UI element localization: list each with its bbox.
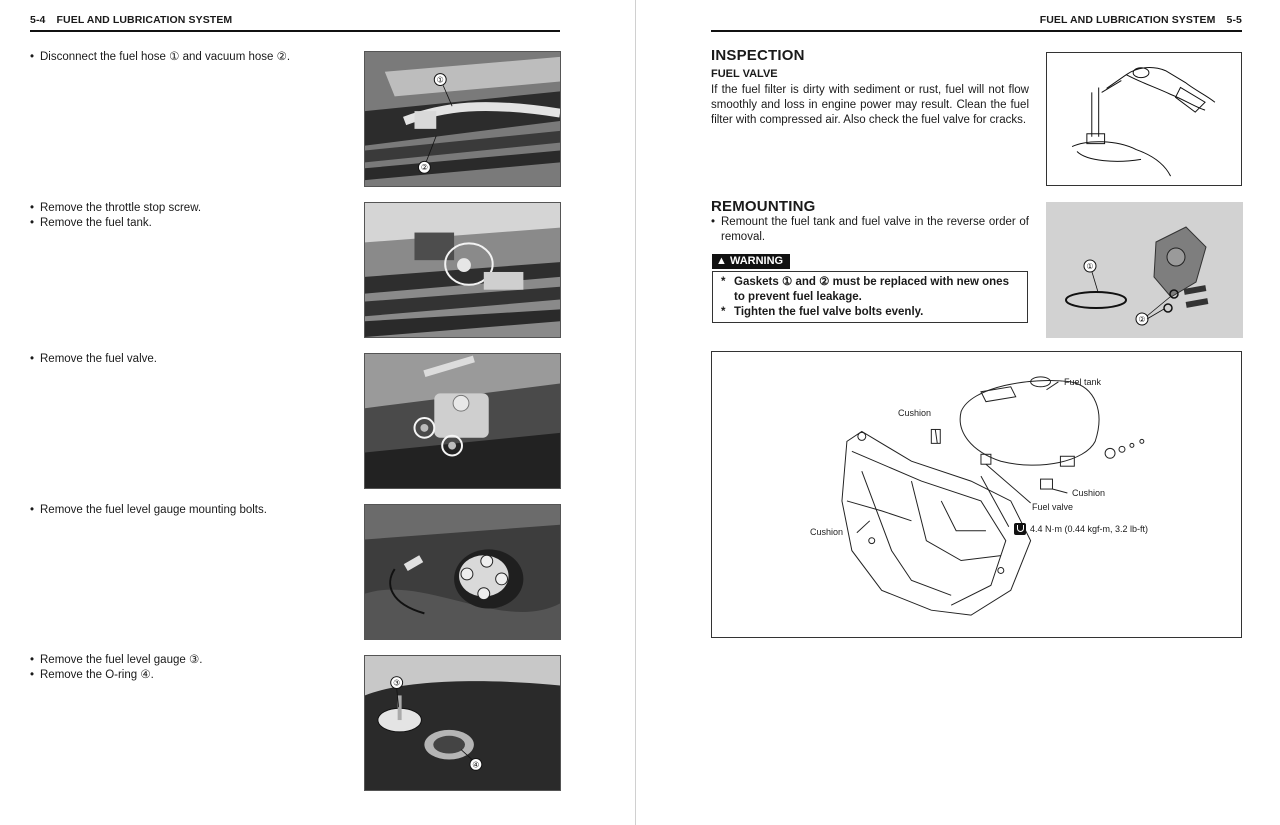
photo-fuel-hose <box>364 51 561 187</box>
remounting-text <box>711 215 1029 245</box>
photo-fuel-valve <box>364 353 561 489</box>
warning-triangle-icon: ▲ <box>716 255 727 267</box>
label-cushion-top: Cushion <box>898 408 932 418</box>
gasket-callout-2: ② <box>1138 315 1146 324</box>
step-3-text <box>30 352 157 367</box>
right-page <box>637 0 1280 825</box>
step-5-text <box>30 653 202 683</box>
torque-wrench-icon <box>1014 523 1026 535</box>
inspection-illustration <box>1046 52 1242 186</box>
gasket-callout-1: ① <box>1086 262 1094 271</box>
warning-label: WARNING <box>729 255 784 267</box>
label-fuel-valve: Fuel valve <box>1032 502 1074 512</box>
page-number-right: 5-5 <box>1226 14 1242 26</box>
inspection-heading: INSPECTION <box>711 47 805 64</box>
section-title-right: FUEL AND LUBRICATION SYSTEM <box>1039 14 1216 26</box>
callout-1: ① <box>436 75 444 85</box>
step-4-text <box>30 503 267 518</box>
callout-3: ③ <box>393 678 401 688</box>
torque-value: 4.4 N·m (0.44 kgf-m, 3.2 lb-ft) <box>1030 524 1149 534</box>
step-line: • Remove the fuel valve. <box>30 352 157 367</box>
photo-throttle-stop <box>364 202 561 338</box>
exploded-view-diagram <box>711 351 1242 638</box>
photo-gauge-bolts <box>364 504 561 640</box>
label-fuel-tank: Fuel tank <box>1064 377 1102 387</box>
step-1-text <box>30 50 290 65</box>
step-2-text <box>30 201 201 231</box>
left-page <box>0 0 636 825</box>
warning-item: * Gaskets ① and ② must be replaced with new ones to prevent fuel leakage. <box>721 275 1021 305</box>
warning-box <box>712 271 1028 323</box>
right-page-header <box>711 14 1242 32</box>
torque-spec <box>1014 523 1148 535</box>
photo-gaskets <box>1046 202 1243 338</box>
remounting-line: • Remount the fuel tank and fuel valve in the reverse order of removal. <box>711 215 1029 245</box>
step-line: • Remove the fuel level gauge ③. <box>30 653 202 668</box>
remounting-heading: REMOUNTING <box>711 198 816 215</box>
warning-badge <box>712 254 790 269</box>
left-page-header <box>30 14 560 32</box>
page-number-left: 5-4 <box>30 14 46 26</box>
step-line: • Remove the throttle stop screw. <box>30 201 201 216</box>
step-line: • Remove the O-ring ④. <box>30 668 202 683</box>
inspection-text: If the fuel filter is dirty with sediment or rust, fuel will not flow smoothly and loss in engine power may result. Clean the fuel filter with compressed air. Also check the fuel valve for cracks. <box>711 84 1029 126</box>
warning-item: * Tighten the fuel valve bolts evenly. <box>721 305 1021 320</box>
label-cushion-left: Cushion <box>810 527 844 537</box>
page-gutter <box>635 0 636 825</box>
step-line: • Remove the fuel level gauge mounting bolts. <box>30 503 267 518</box>
callout-2: ② <box>420 163 428 173</box>
step-line: • Disconnect the fuel hose ① and vacuum hose ②. <box>30 50 290 65</box>
step-line: • Remove the fuel tank. <box>30 216 201 231</box>
photo-level-gauge <box>364 655 561 791</box>
label-cushion-right: Cushion <box>1072 488 1106 498</box>
section-title-left: FUEL AND LUBRICATION SYSTEM <box>56 14 233 26</box>
fuel-valve-subheading: FUEL VALVE <box>711 68 778 80</box>
callout-4: ④ <box>472 760 480 770</box>
